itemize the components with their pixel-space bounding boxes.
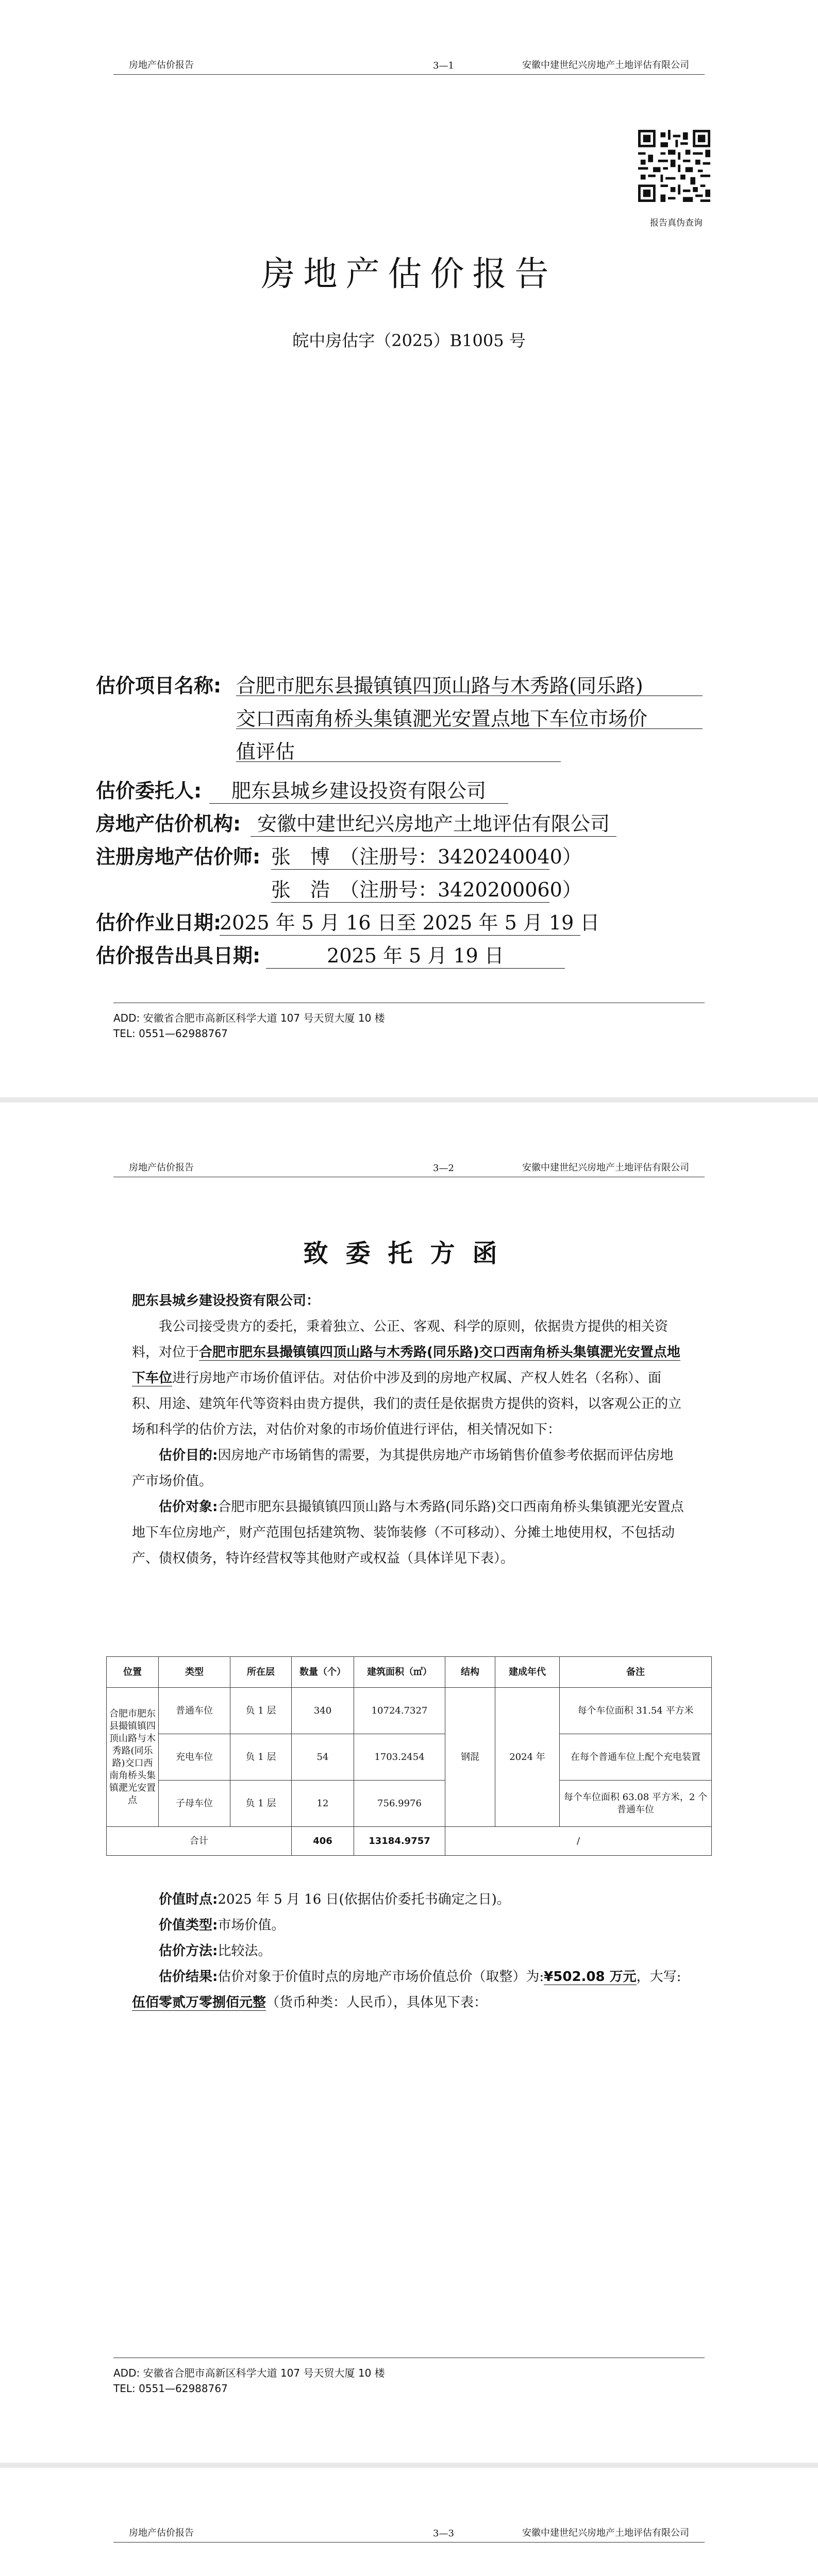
header-right: 安徽中建世纪兴房地产土地评估有限公司: [522, 1162, 689, 1173]
table-row: 合肥市肥东县撮镇镇四顶山路与木秀路(同乐路)交口西南角桥头集镇淝光安置点 普通车位 负 1 层 340 10724.7327 钢混 2024 年 每个车位面积 31.54 平方米: [107, 1688, 712, 1734]
letter-title: 致委托方函: [303, 1239, 515, 1268]
valuation-method: 估价方法:比较法。: [159, 1943, 272, 1959]
footer-tel: 0551—62988767: [139, 1027, 228, 1040]
footer-tel-label: TEL:: [113, 1027, 136, 1040]
issue-date-value: 2025 年 5 月 19 日: [266, 940, 565, 969]
page-header: [113, 1159, 705, 1177]
property-table: 位置 类型 所在层 数量（个） 建筑面积（㎡） 结构 建成年代 备注 合肥市肥东县撮镇镇四顶山路与木秀路(同乐路)交口西南角桥头集镇淝光安置点 普通车位 负 1 层 340 10724.7327 钢混 2024 年 每个车位面积 31.54 平方米 充电车位 负 1 层 54 1703.2454 在每个普通车位上配个充电装置 子母车位 负 1 层 12 756.9976 每个车位面积 63.08 平方米，2 个普通车位 合计 406 13184.9757 /: [106, 1656, 712, 1856]
value-type: 价值类型:市场价值。: [159, 1918, 285, 1933]
footer-addr: 安徽省合肥市高新区科学大道 107 号天贸大厦 10 楼: [143, 1012, 385, 1024]
header-page-number: 3—3: [433, 2528, 454, 2539]
cover-page: [0, 0, 818, 1097]
header-page-number: 3—2: [433, 1163, 454, 1174]
project-line-3: 值评估: [236, 740, 295, 763]
location-cell: 合肥市肥东县撮镇镇四顶山路与木秀路(同乐路)交口西南角桥头集镇淝光安置点: [107, 1688, 159, 1827]
intro-object: 合肥市肥东县撮镇镇四顶山路与木秀路(同乐路)交口西南角桥头集镇淝光安置点地下车位: [132, 1345, 680, 1386]
project-line-2: 交口西南角桥头集镇淝光安置点地下车位市场价: [236, 707, 648, 730]
qr-caption: 报告真伪查询: [650, 218, 703, 228]
letter-page: [0, 1103, 818, 2463]
page-header: [113, 57, 705, 75]
agency-value: 安徽中建世纪兴房地产土地评估有限公司: [251, 808, 616, 837]
appraiser-1: 张 博 （注册号：3420240040）: [271, 841, 549, 870]
year-cell: 2024 年: [495, 1688, 560, 1827]
table-total-row: 合计 406 13184.9757 /: [107, 1827, 712, 1856]
page-footer: [113, 1003, 705, 1041]
price-page: [0, 2468, 818, 2576]
page-header: 房地产估价报告 3—3 安徽中建世纪兴房地产土地评估有限公司: [113, 2524, 705, 2543]
project-label: 估价项目名称:: [96, 674, 222, 697]
footer-addr-label: ADD:: [113, 1012, 140, 1024]
valuation-summary: [132, 1887, 686, 2015]
project-line-1: 合肥市肥东县撮镇镇四顶山路与木秀路(同乐路): [236, 674, 643, 697]
agency-label: 房地产估价机构:: [96, 812, 241, 835]
client-label: 估价委托人:: [96, 779, 202, 802]
header-left: 房地产估价报告: [129, 60, 194, 71]
appraiser-label: 注册房地产估价师:: [96, 845, 261, 868]
page-footer: ADD: 安徽省合肥市高新区科学大道 107 号天贸大厦 10 楼 TEL: 0551—62988767: [113, 2358, 705, 2396]
header-right: 安徽中建世纪兴房地产土地评估有限公司: [522, 60, 689, 71]
issue-date-label: 估价报告出具日期:: [96, 944, 261, 967]
value-date: 价值时点:2025 年 5 月 16 日(依据估价委托书确定之日)。: [159, 1892, 510, 1907]
structure-cell: 钢混: [445, 1688, 495, 1827]
header-left: 房地产估价报告: [129, 1162, 194, 1173]
report-title: 房地产估价报告: [261, 254, 557, 294]
appraiser-2: 张 浩 （注册号：3420200060）: [271, 874, 549, 903]
qr-code-icon[interactable]: [638, 130, 710, 202]
result-amount: ¥502.08 万元: [544, 1969, 637, 1985]
result-uppercase: 伍佰零贰万零捌佰元整: [132, 1995, 266, 2010]
table-row: 充电车位 负 1 层 54 1703.2454 在每个普通车位上配个充电装置: [107, 1734, 712, 1781]
valuation-result: 估价结果:估价对象于价值时点的房地产市场价值总价（取整）为:¥502.08 万元，大写:伍佰零贰万零捌佰元整（货币种类：人民币），具体见下表：: [132, 1969, 681, 2010]
client-value: 肥东县城乡建设投资有限公司: [209, 775, 508, 804]
addressee: 肥东县城乡建设投资有限公司：: [132, 1293, 320, 1309]
table-row: 子母车位 负 1 层 12 756.9976 每个车位面积 63.08 平方米，2 个普通车位: [107, 1781, 712, 1827]
object-paragraph: 估价对象:合肥市肥东县撮镇镇四顶山路与木秀路(同乐路)交口西南角桥头集镇淝光安置点地下车位房地产，财产范围包括建筑物、装饰装修（不可移动）、分摊土地使用权，不包括动产、债权债务，特许经营权等其他财产或权益（具体详见下表）。: [132, 1499, 684, 1566]
intro-paragraph: 我公司接受贵方的委托，秉着独立、公正、客观、科学的原则，依据贵方提供的相关资料，对位于合肥市肥东县撮镇镇四顶山路与木秀路(同乐路)交口西南角桥头集镇淝光安置点地下车位进行房地产市场价值评估。对估价中涉及到的房地产权属、产权人姓名（名称）、面积、用途、建筑年代等资料由贵方提供，我们的责任是依据贵方提供的资料，以客观公正的立场和科学的估价方法，对估价对象的市场价值进行评估，相关情况如下：: [132, 1319, 682, 1437]
document-number: 皖中房估字（2025）B1005 号: [292, 331, 526, 350]
purpose-paragraph: 估价目的:因房地产市场销售的需要，为其提供房地产市场销售价值参考依据而评估房地产市场价值。: [132, 1448, 674, 1489]
period-value: 2025 年 5 月 16 日至 2025 年 5 月 19 日: [220, 907, 580, 936]
letter-body: [132, 1288, 686, 1571]
period-label: 估价作业日期:: [96, 911, 222, 934]
header-page-number: 3—1: [433, 60, 454, 71]
